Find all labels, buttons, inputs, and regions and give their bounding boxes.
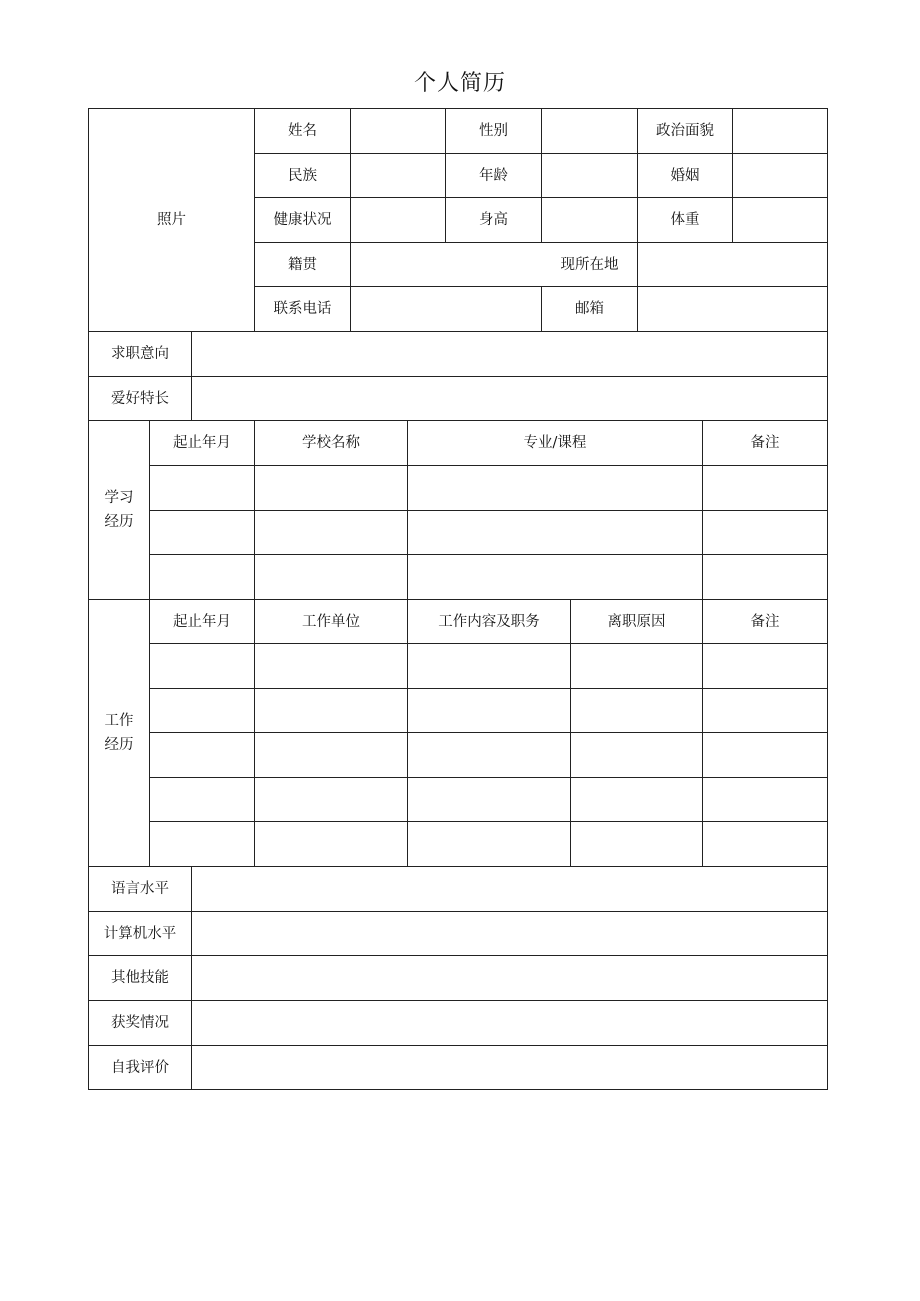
age-label: 年龄	[446, 154, 542, 198]
education-cell[interactable]	[255, 511, 408, 555]
political-status-field[interactable]	[733, 109, 827, 154]
work-cell[interactable]	[408, 778, 571, 822]
work-cell[interactable]	[571, 822, 703, 867]
education-cell[interactable]	[703, 466, 827, 511]
name-field[interactable]	[351, 109, 446, 154]
work-cell[interactable]	[571, 778, 703, 822]
height-field[interactable]	[542, 198, 638, 243]
work-cell[interactable]	[408, 644, 571, 689]
self-evaluation-label: 自我评价	[89, 1046, 192, 1089]
education-cell[interactable]	[150, 466, 255, 511]
health-label: 健康状况	[255, 198, 351, 243]
education-header-notes: 备注	[703, 421, 827, 466]
work-cell[interactable]	[571, 644, 703, 689]
work-cell[interactable]	[408, 689, 571, 733]
weight-field[interactable]	[733, 198, 827, 243]
work-label-line2: 经历	[104, 737, 134, 753]
phone-field[interactable]	[351, 287, 542, 332]
education-cell[interactable]	[150, 511, 255, 555]
work-header-duties: 工作内容及职务	[408, 600, 571, 644]
email-label: 邮箱	[542, 287, 638, 332]
education-header-school: 学校名称	[255, 421, 408, 466]
work-cell[interactable]	[255, 822, 408, 867]
computer-field[interactable]	[192, 912, 827, 956]
awards-field[interactable]	[192, 1001, 827, 1046]
marital-label: 婚姻	[638, 154, 733, 198]
ethnicity-label: 民族	[255, 154, 351, 198]
language-label: 语言水平	[89, 867, 192, 912]
education-cell[interactable]	[703, 555, 827, 600]
resume-form	[88, 108, 828, 1090]
education-cell[interactable]	[255, 466, 408, 511]
work-cell[interactable]	[703, 689, 827, 733]
work-cell[interactable]	[150, 822, 255, 867]
work-section-label	[89, 600, 150, 867]
work-cell[interactable]	[150, 644, 255, 689]
work-cell[interactable]	[150, 778, 255, 822]
other-skills-field[interactable]	[192, 956, 827, 1001]
marital-field[interactable]	[733, 154, 827, 198]
work-cell[interactable]	[408, 733, 571, 778]
work-cell[interactable]	[255, 778, 408, 822]
education-label-line1: 学习	[104, 490, 134, 506]
education-label-line2: 经历	[104, 514, 134, 530]
political-status-label: 政治面貌	[638, 109, 733, 154]
ethnicity-field[interactable]	[351, 154, 446, 198]
self-evaluation-field[interactable]	[192, 1046, 827, 1089]
computer-label: 计算机水平	[89, 912, 192, 956]
work-header-reason: 离职原因	[571, 600, 703, 644]
work-cell[interactable]	[703, 778, 827, 822]
hobbies-label: 爱好特长	[89, 377, 192, 421]
work-cell[interactable]	[703, 644, 827, 689]
work-header-employer: 工作单位	[255, 600, 408, 644]
language-field[interactable]	[192, 867, 827, 912]
education-section-label	[89, 421, 150, 600]
name-label: 姓名	[255, 109, 351, 154]
native-place-label: 籍贯	[255, 243, 351, 287]
hobbies-field[interactable]	[192, 377, 827, 421]
age-field[interactable]	[542, 154, 638, 198]
education-header-major: 专业/课程	[408, 421, 703, 466]
photo-cell[interactable]	[89, 109, 255, 332]
education-cell[interactable]	[255, 555, 408, 600]
page-title: 个人简历	[413, 71, 506, 96]
education-cell[interactable]	[703, 511, 827, 555]
other-skills-label: 其他技能	[89, 956, 192, 1001]
job-intention-field[interactable]	[192, 332, 827, 377]
job-intention-label: 求职意向	[89, 332, 192, 377]
work-header-period: 起止年月	[150, 600, 255, 644]
work-cell[interactable]	[571, 689, 703, 733]
work-cell[interactable]	[255, 644, 408, 689]
phone-label: 联系电话	[255, 287, 351, 332]
work-cell[interactable]	[703, 822, 827, 867]
education-cell[interactable]	[408, 511, 703, 555]
work-header-notes: 备注	[703, 600, 827, 644]
height-label: 身高	[446, 198, 542, 243]
current-location-field[interactable]	[638, 243, 827, 287]
work-label-line1: 工作	[104, 713, 134, 729]
work-cell[interactable]	[703, 733, 827, 778]
gender-field[interactable]	[542, 109, 638, 154]
education-cell[interactable]	[408, 555, 703, 600]
photo-label: 照片	[157, 212, 186, 228]
work-cell[interactable]	[408, 822, 571, 867]
current-location-label: 现所在地	[542, 243, 638, 287]
education-cell[interactable]	[408, 466, 703, 511]
work-cell[interactable]	[150, 733, 255, 778]
work-cell[interactable]	[255, 689, 408, 733]
work-cell[interactable]	[150, 689, 255, 733]
gender-label: 性别	[446, 109, 542, 154]
work-cell[interactable]	[571, 733, 703, 778]
native-place-field[interactable]	[351, 243, 542, 287]
email-field[interactable]	[638, 287, 827, 332]
work-cell[interactable]	[255, 733, 408, 778]
education-cell[interactable]	[150, 555, 255, 600]
awards-label: 获奖情况	[89, 1001, 192, 1046]
weight-label: 体重	[638, 198, 733, 243]
education-header-period: 起止年月	[150, 421, 255, 466]
health-field[interactable]	[351, 198, 446, 243]
